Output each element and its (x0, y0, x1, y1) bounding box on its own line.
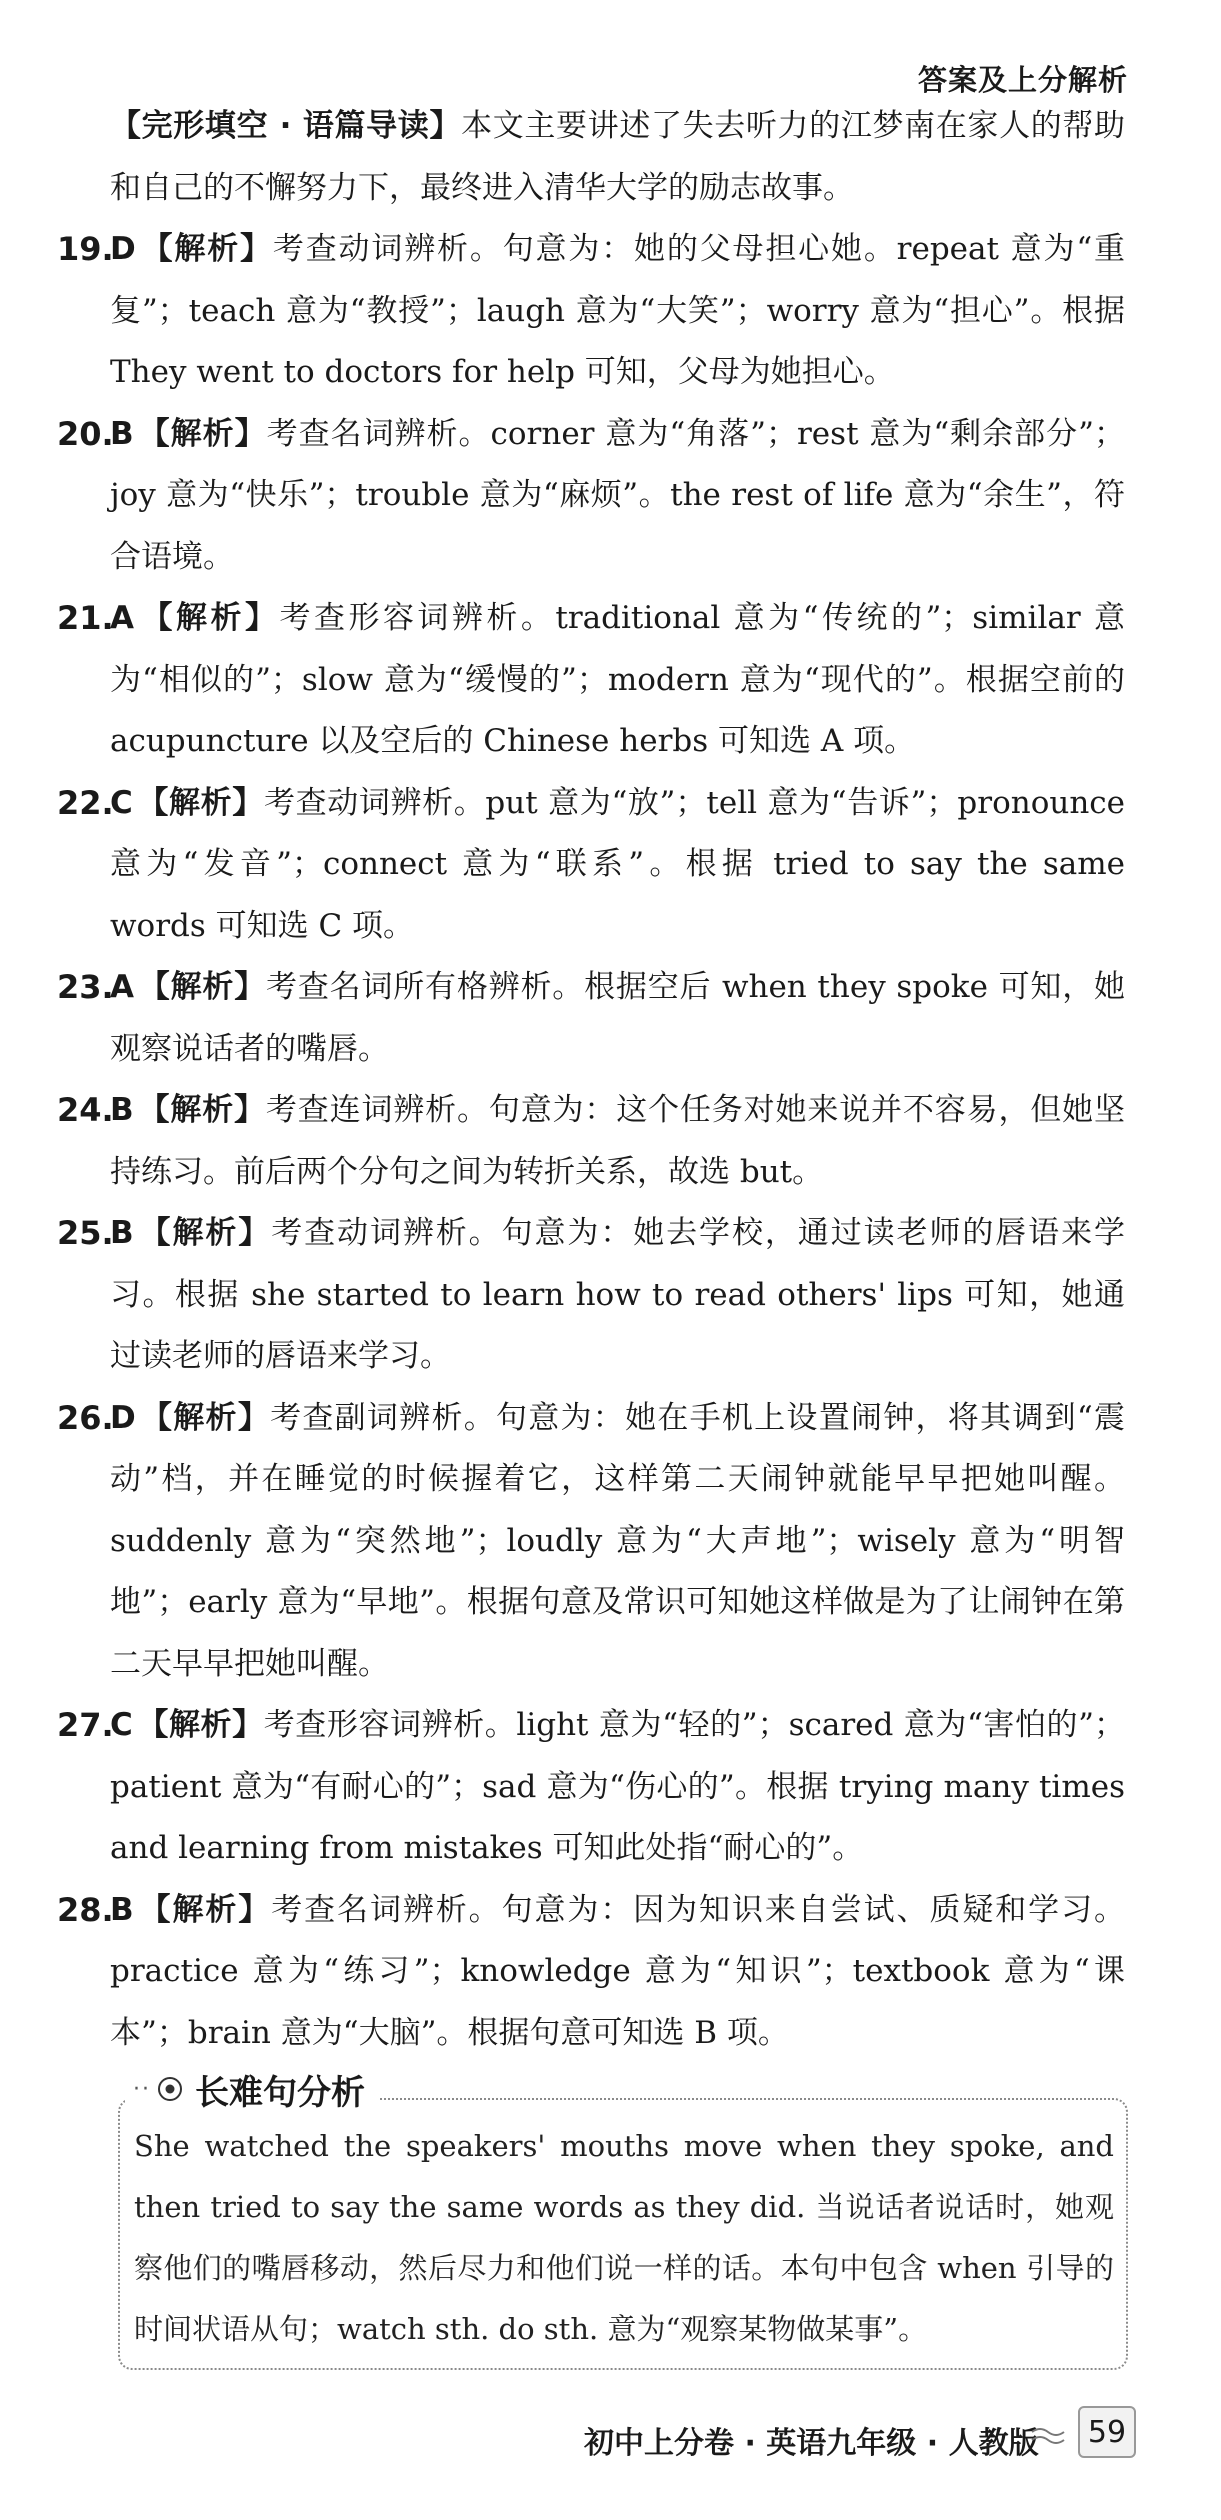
answer-letter: A (110, 600, 134, 636)
sentence-analysis-text: She watched the speakers' mouths move when they spoke, and then tried to say the same words as they did. 当说话者说话时，她观察他们的嘴唇移动，然后尽力和他们说一样的话。本句中包含 when 引导的时间状语从句；watch sth. do sth. 意为“观察某物做某事”。 (134, 2129, 1114, 2346)
answer-explanation: 考查名词所有格辨析。根据空后 when they spoke 可知，她观察说话者的嘴唇。 (110, 969, 1125, 1067)
item-number: 19. (57, 230, 114, 268)
item-number: 20. (57, 414, 114, 453)
analysis-tag: 【解析】 (136, 1707, 264, 1743)
wave-decoration-icon (1030, 2424, 1068, 2448)
analysis-tag: 【解析】 (138, 969, 267, 1005)
item-number: 26. (57, 1398, 114, 1437)
answer-item (57, 773, 1126, 958)
answer-item (57, 1695, 1125, 1880)
analysis-tag: 【解析】 (136, 784, 264, 821)
item-number: 21. (57, 599, 114, 637)
answer-item (57, 957, 1125, 1080)
answer-letter: B (110, 1092, 134, 1128)
answer-letter: B (110, 1215, 134, 1251)
analysis-tag: 【解析】 (137, 415, 267, 452)
sentence-analysis-title: 长难句分析 (195, 2072, 365, 2113)
answer-item (57, 404, 1125, 589)
answer-letter: C (110, 784, 133, 821)
intro-tag: 【完形填空 · 语篇导读】 (110, 108, 462, 144)
item-number: 27. (57, 1706, 114, 1744)
answer-explanation: 考查连词辨析。句意为：这个任务对她来说并不容易，但她坚持练习。前后两个分句之间为转折关系，故选 but。 (110, 1092, 1126, 1190)
answer-item (57, 1880, 1125, 2065)
answer-item (57, 1203, 1125, 1388)
answer-item (57, 1388, 1125, 1696)
page-number: 59 (1078, 2406, 1136, 2458)
answer-explanation: 考查动词辨析。句意为：她去学校，通过读老师的唇语来学习。根据 she started to learn how to read others' lips 可知，她通过读老师的唇语来学习。 (110, 1215, 1125, 1374)
analysis-tag: 【解析】 (139, 1399, 271, 1436)
answer-item (57, 1080, 1126, 1203)
answer-explanation: 考查动词辨析。句意为：她的父母担心她。repeat 意为“重复”；teach 意为“教授”；laugh 意为“大笑”；worry 意为“担心”。根据 They went to doctors for help 可知，父母为她担心。 (110, 231, 1125, 390)
analysis-tag: 【解析】 (139, 231, 273, 267)
answer-explanation: 考查名词辨析。句意为：因为知识来自尝试、质疑和学习。practice 意为“练习”；knowledge 意为“知识”；textbook 意为“课本”；brain 意为“大脑”。根据句意可知选 B 项。 (110, 1891, 1125, 2051)
answer-item (57, 219, 1125, 404)
answer-letter: D (110, 231, 136, 267)
page-header-title: 答案及上分解析 (917, 63, 1128, 97)
answer-explanation: 考查名词辨析。corner 意为“角落”；rest 意为“剩余部分”；joy 意为“快乐”；trouble 意为“麻烦”。the rest of life 意为“余生”，符合语境。 (110, 415, 1125, 575)
item-number: 24. (57, 1091, 114, 1129)
answer-letter: B (110, 415, 134, 452)
item-number: 22. (57, 783, 114, 822)
item-number: 28. (57, 1890, 114, 1929)
item-number: 23. (57, 968, 114, 1006)
answer-explanation: 考查形容词辨析。traditional 意为“传统的”；similar 意为“相似的”；slow 意为“缓慢的”；modern 意为“现代的”。根据空前的 acupuncture 以及空后的 Chinese herbs 可知选 A 项。 (110, 600, 1126, 759)
intro-text: 本文主要讲述了失去听力的江梦南在家人的帮助和自己的不懈努力下，最终进入清华大学的励志故事。 (110, 108, 1125, 206)
answer-content (57, 96, 1126, 2064)
answer-explanation: 考查动词辨析。put 意为“放”；tell 意为“告诉”；pronounce 意为“发音”；connect 意为“联系”。根据 tried to say the same words 可知选 C 项。 (110, 784, 1126, 944)
answer-explanation: 考查副词辨析。句意为：她在手机上设置闹钟，将其调到“震动”档，并在睡觉的时候握着它，这样第二天闹钟就能早早把她叫醒。suddenly 意为“突然地”；loudly 意为“大声地”；wisely 意为“明智地”；early 意为“早地”。根据句意及常识可知她这样做是为了让闹钟在第二天早早把她叫醒。 (110, 1399, 1125, 1682)
answer-item (57, 588, 1126, 773)
answer-letter: D (110, 1399, 136, 1436)
analysis-tag: 【解析】 (137, 1092, 266, 1128)
item-number: 25. (57, 1214, 114, 1252)
footer-book-title: 初中上分卷 · 英语九年级 · 人教版 (584, 2426, 1039, 2461)
target-icon (157, 2076, 183, 2102)
answer-explanation: 考查形容词辨析。light 意为“轻的”；scared 意为“害怕的”；patient 意为“有耐心的”；sad 意为“伤心的”。根据 trying many times and learning from mistakes 可知此处指“耐心的”。 (110, 1707, 1125, 1866)
answer-letter: B (110, 1891, 134, 1928)
answer-letter: C (110, 1707, 133, 1743)
sentence-analysis-heading (125, 2061, 379, 2117)
passage-intro (110, 96, 1125, 219)
analysis-tag: 【解析】 (138, 600, 280, 636)
analysis-tag: 【解析】 (137, 1891, 272, 1928)
dotted-lead-decoration: ·· (133, 2076, 151, 2102)
answer-letter: A (110, 969, 134, 1005)
analysis-tag: 【解析】 (137, 1215, 272, 1251)
